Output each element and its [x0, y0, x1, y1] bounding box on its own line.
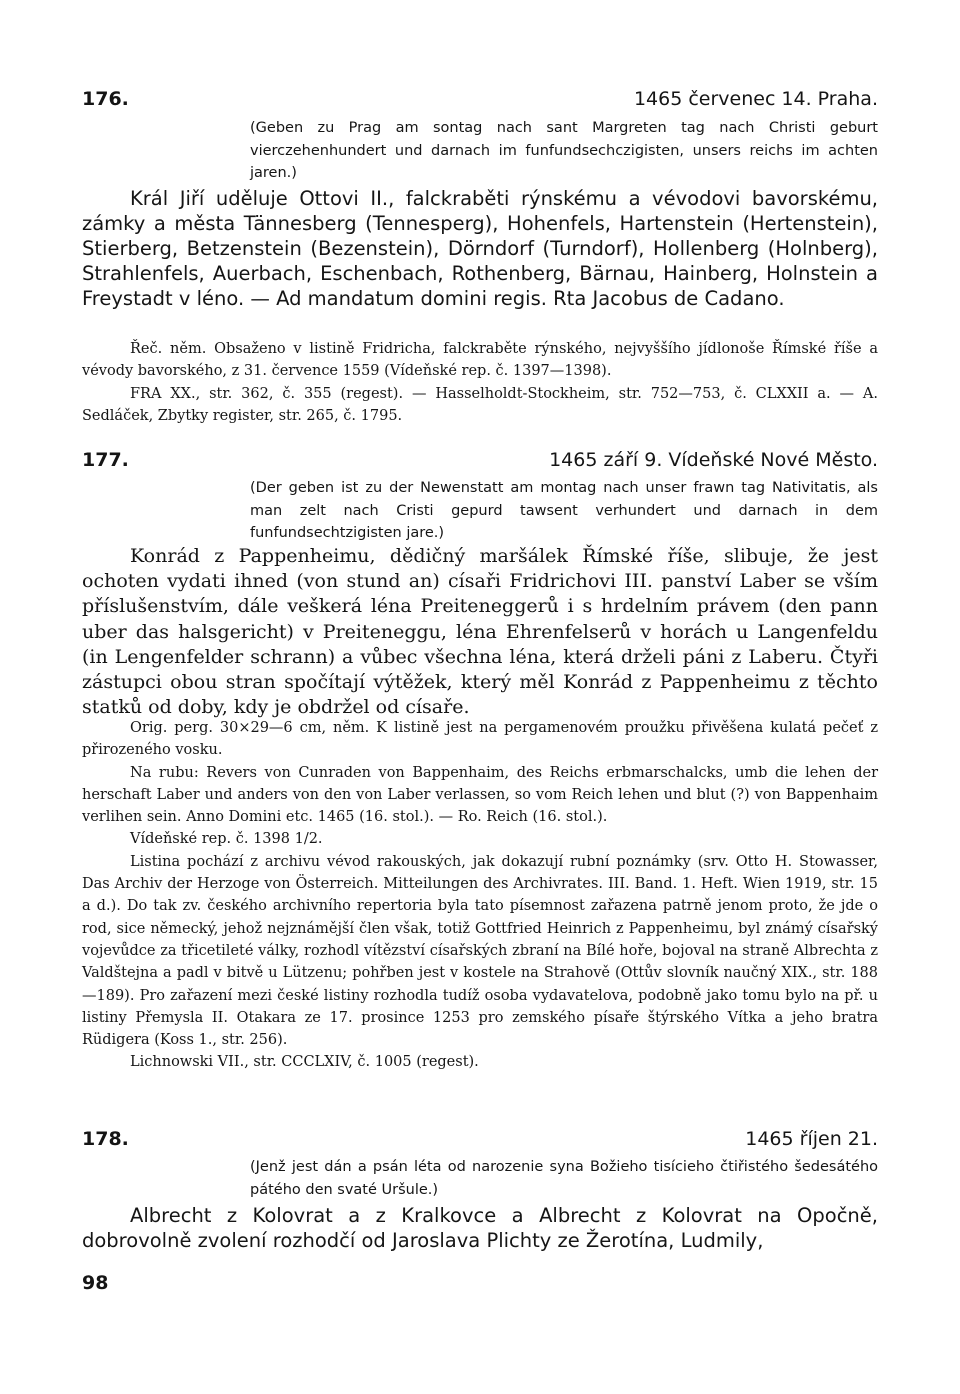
note-paragraph: Na rubu: Revers von Cunraden von Bappenhaim, des Reichs erbmarschalcks, umb die lehen der herschaft Laber und anders von den von Laber verlassen, so vom Reich lehen und blut (?) von Bappenhaim verlihen sein. Anno Domini etc. 1465 (16. stol.). — Ro. Reich (16. stol.). [82, 764, 878, 826]
entry-original-text: (Der geben ist zu der Newenstatt am montag nach unser frawn tag Nativitatis, als man zelt nach Cristi gepurd tawsent verhundert und darnach in dem funfundsechtzigisten jare.) [250, 480, 878, 541]
entry-date: 1465 říjen 21. [745, 1128, 878, 1150]
note-paragraph: Lichnowski VII., str. CCCLXIV, č. 1005 (regest). [130, 1054, 479, 1071]
entry-header [82, 1128, 878, 1158]
summary-paragraph: Král Jiří uděluje Ottovi II., falckraběti rýnskému a vévodovi bavorskému, zámky a města Tännesberg (Tennesperg), Hohenfels, Hartenstein (Hertenstein), Stierberg, Betzenstein (Bezenstein), Dörndorf (Turndorf), Hollenberg (Holnberg), Strahlenfels, Auerbach, Eschenbach, Rothenberg, Bärnau, Hainberg, Holnstein a Freystadt v léno. — Ad mandatum domini regis. Rta Jacobus de Cadano. [82, 187, 878, 310]
entry-date: 1465 září 9. Vídeňské Nové Město. [549, 449, 878, 471]
entry-summary [82, 544, 878, 720]
entry-notes [82, 338, 878, 427]
note-paragraph: Vídeňské rep. č. 1398 1/2. [130, 831, 323, 848]
note-paragraph: Řeč. něm. Obsaženo v listině Fridricha, falckraběte rýnského, nejvyššího jídlonoše Římské říše a vévody bavorského, z 31. července 1559 (Vídeňské rep. č. 1397—1398). [82, 341, 878, 380]
entry-summary [82, 186, 878, 311]
summary-paragraph: Konrád z Pappenheimu, dědičný maršálek Římské říše, slibuje, že jest ochoten vydati ihned (von stund an) císaři Fridrichovi III. panství Laber se vším příslušenstvím, dále veškerá léna Preiteneggerů i s hrdelním právem (den pann uber das halsgericht) v Preiteneggu, léna Ehrenfelserů v horách u Langenfeldu (in Lengenfelder schrann) a vůbec všechna léna, která drželi páni z Laberu. Čtyři zástupci obou stran spočítají výtěžek, který měl Konrád z Pappenheimu z těchto statků od doby, kdy je obdržel od císaře. [82, 545, 878, 719]
entry-date: 1465 červenec 14. Praha. [633, 88, 878, 110]
summary-paragraph: Albrecht z Kolovrat a z Kralkovce a Albrecht z Kolovrat na Opočně, dobrovolně zvolení rozhodčí od Jaroslava Plichty ze Žerotína, Ludmily, [82, 1204, 878, 1252]
entry-header [82, 449, 878, 479]
entry-header [82, 88, 878, 118]
entry-number: 178. [82, 1128, 129, 1150]
note-paragraph: Orig. perg. 30×29—6 cm, něm. K listině jest na pergamenovém proužku přivěšena kulatá pečeť z přirozeného vosku. [82, 720, 878, 759]
entry-notes [82, 717, 878, 1074]
entry-original-text: (Geben zu Prag am sontag nach sant Margreten tag nach Christi geburt vierczehenhundert und darnach im funfundsechczigisten, unsers reichs im achten jaren.) [250, 120, 878, 181]
note-paragraph: FRA XX., str. 362, č. 355 (regest). — Hasselholdt-Stockheim, str. 752—753, č. CLXXII a. — A. Sedláček, Zbytky register, str. 265, č. 1795. [82, 385, 878, 424]
note-paragraph: Listina pochází z archivu vévod rakouských, jak dokazují rubní poznámky (srv. Otto H. Stowasser, Das Archiv der Herzoge von Österreich. Mitteilungen des Archivrates. III. Band. 1. Heft. Wien 1919, str. 15 a d.). Do tak zv. českého archivního repertoria byla tato písemnost zařazena patrně jenom proto, že jde o rod, sice německý, jehož nejznámější člen však, totiž Gottfried Heinrich z Pappenheimu, byl známý císařský vojevůdce za třicetileté války, rozhodl vítězství císařských zbraní na Bílé hoře, bojoval na straně Albrechta z Valdštejna a padl v bitvě u Lützenu; pohřben jest v kostele na Strahově (Ottův slovník naučný XIX., str. 188—189). Pro zařazení mezi české listiny rozhodla tudíž osoba vydavatelova, podobně jako tomu bylo na př. u listiny Přemysla II. Otakara ze 17. prosince 1253 pro zemského písaře štýrského Vítka a jeho bratra Rüdigera (Koss 1., str. 256). [82, 853, 878, 1049]
entry-number: 177. [82, 449, 129, 471]
entry-summary [82, 1203, 878, 1253]
entry-original-text: (Jenž jest dán a psán léta od narozenie syna Božieho tisícieho čtiřistého šedesátého pátého den svaté Uršule.) [250, 1159, 878, 1198]
entry-number: 176. [82, 88, 129, 110]
page-number: 98 [82, 1272, 109, 1294]
